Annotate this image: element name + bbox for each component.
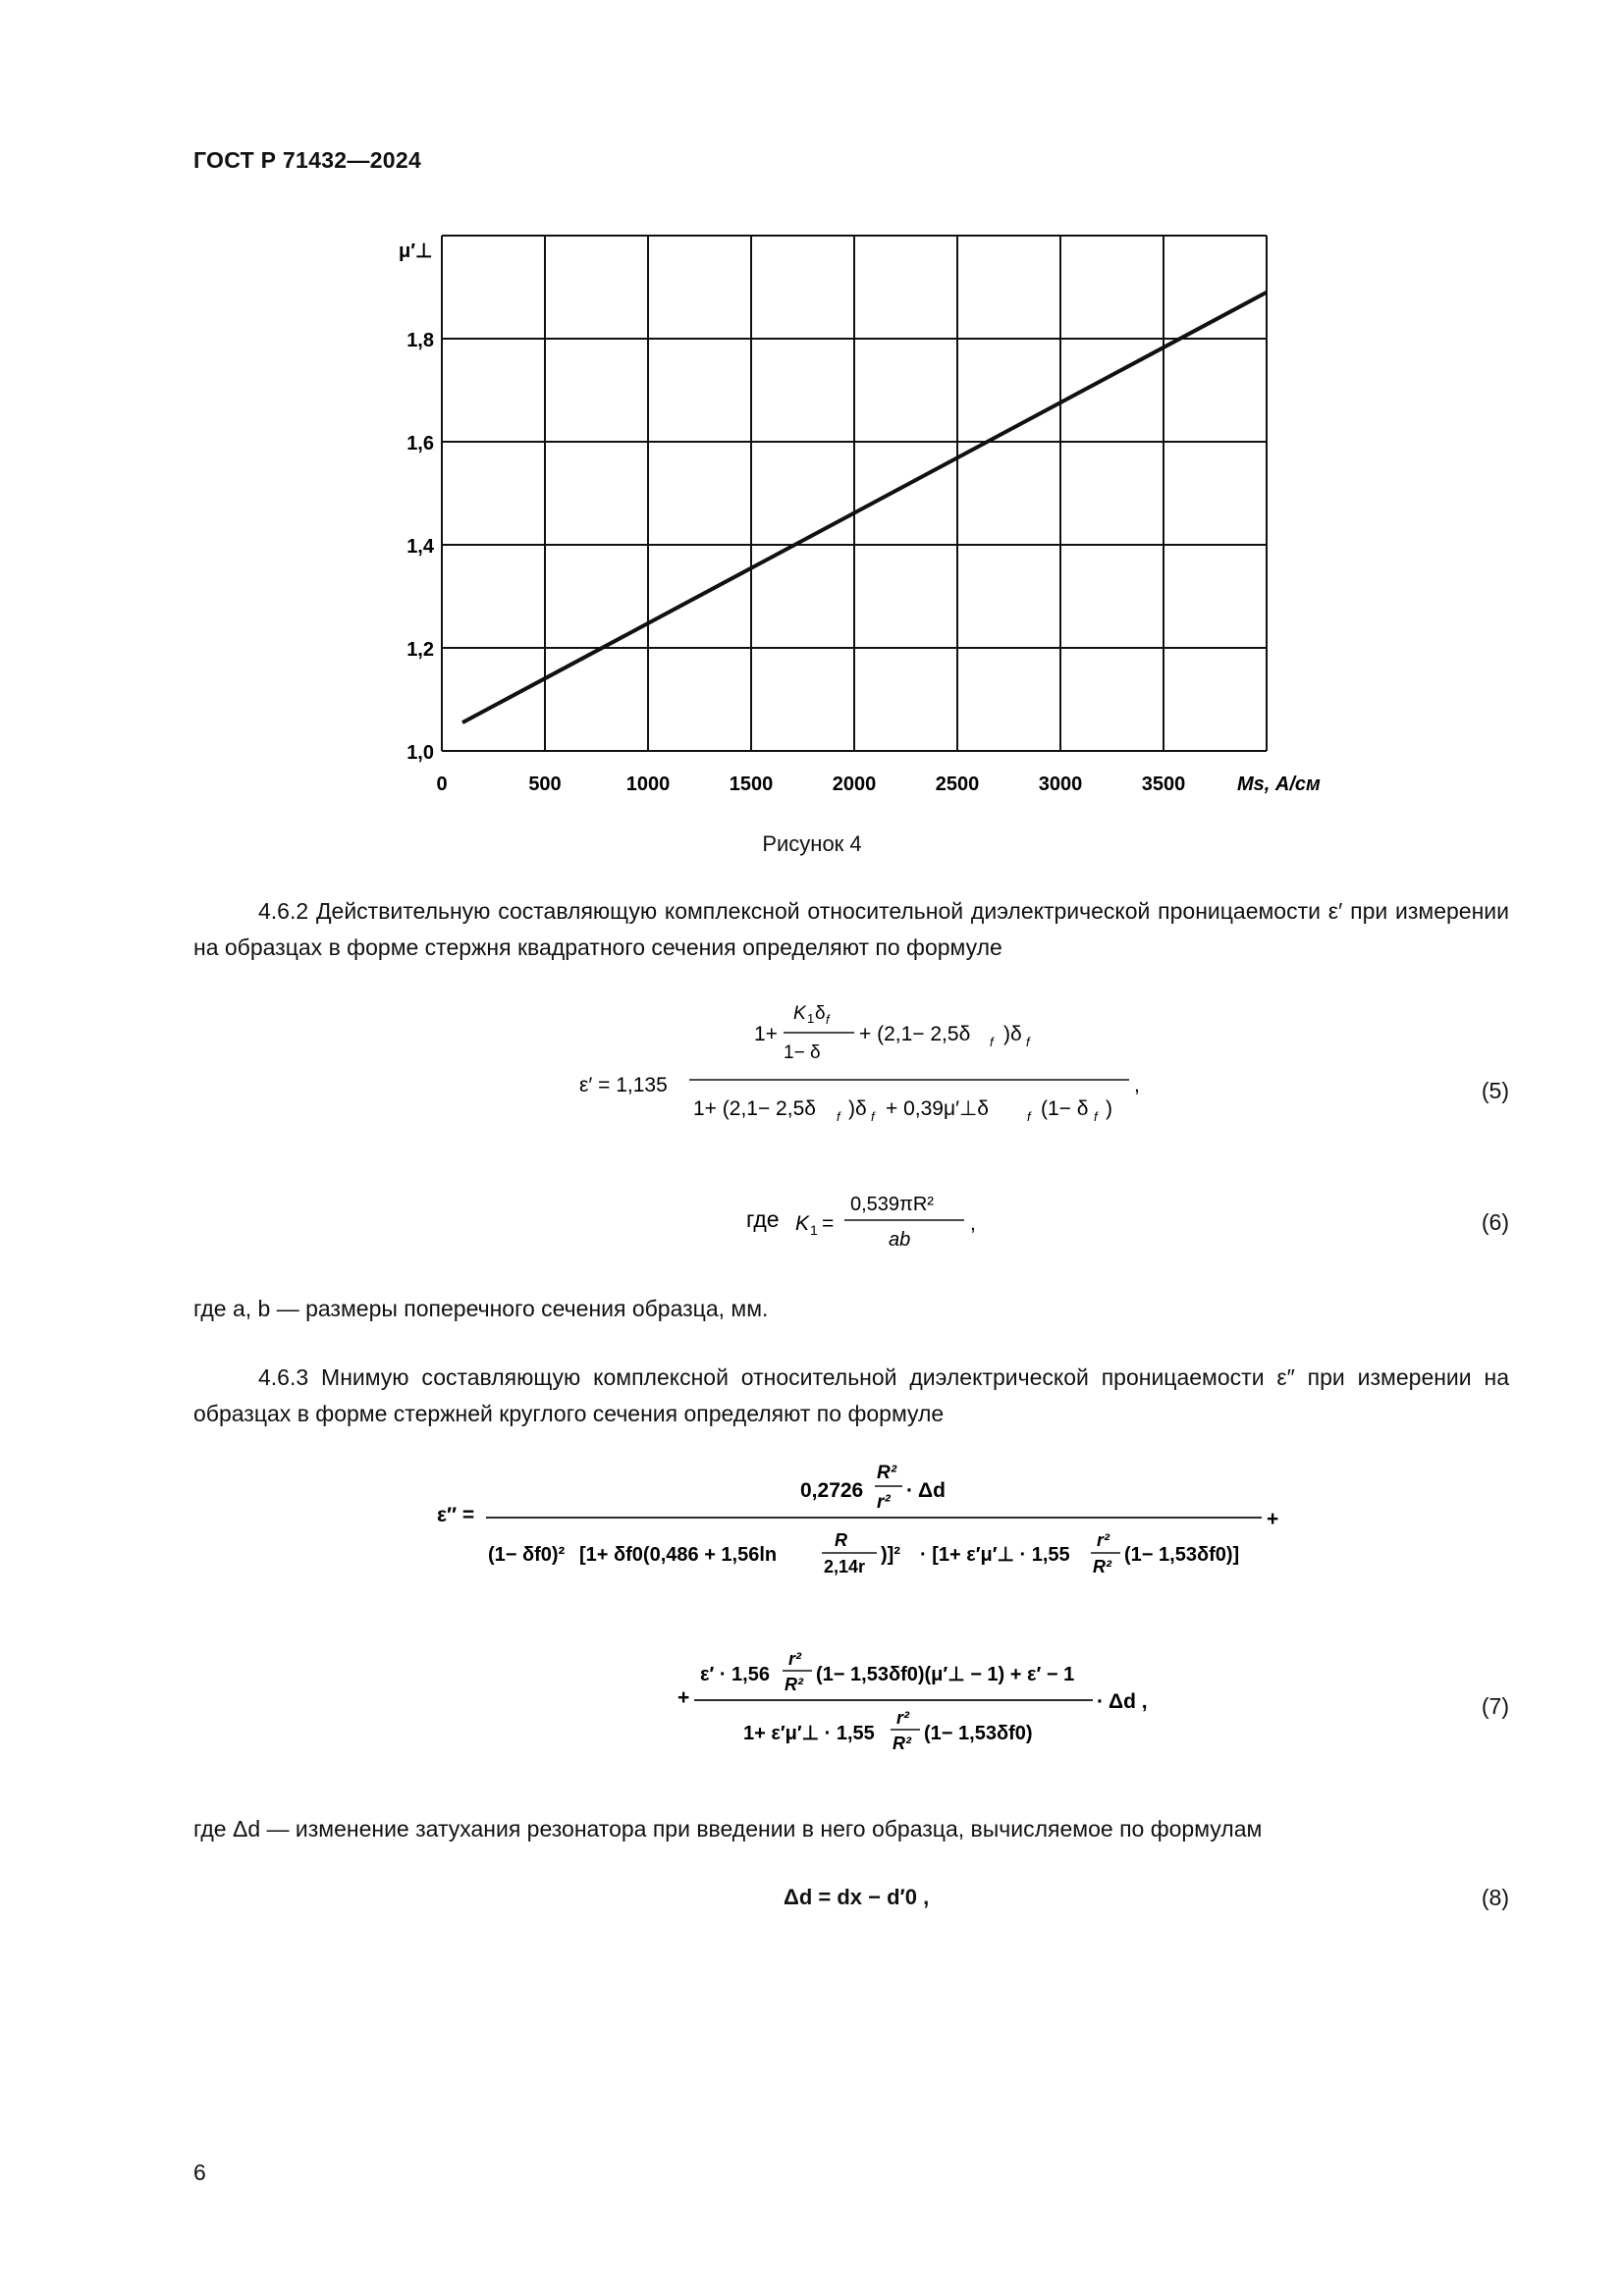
eq7-den-2: [1+ δf0(0,486 + 1,56ln [579,1544,778,1566]
eq7-second-plus: + [677,1686,690,1709]
eq7-second-den-a: 1+ ε′μ′⊥ · 1,55 [743,1723,875,1744]
eq6-num: 0,539πR² [850,1194,934,1215]
equation-5 [579,991,1139,1139]
equation-5-number: (5) [1481,1078,1509,1103]
y-axis-label: μ′⊥ [399,240,433,262]
eq5-sub-f: f [826,1012,830,1027]
eq5-num-tail: + (2,1− 2,5δ [859,1023,971,1045]
chart-svg [383,221,1326,810]
eq7-ln-den: 2,14r [824,1557,866,1576]
x-tick-label: 0 [436,774,448,795]
page-number: 6 [193,2160,206,2185]
eq7-den-4: · [1+ ε′μ′⊥ · 1,55 [920,1544,1070,1566]
paragraph-4-6-2: 4.6.2 Действительную составляющую комплексной относительной диэлектрической проницаемости ε′ при измерении на образцах в форме стержня квадратного сечения определяют по формуле [193,898,1509,960]
eq7-den-3: )]² [881,1544,900,1566]
eq5-k-sub: 1 [807,1011,815,1026]
eq5-delta: δ [815,1003,826,1024]
eq7-second-r2-num: r² [788,1649,801,1669]
eq6-k-sub: 1 [810,1222,818,1238]
x-tick-label: 1500 [729,774,774,795]
eq7-second-den-r2-den: R² [893,1734,911,1753]
eq5-lhs: ε′ = 1,135 [579,1074,668,1096]
eq5-num-close: )δ [1003,1023,1022,1045]
where-dd-text: где Δd — изменение затухания резонатора при введении в него образца, вычисляемое по формулам [193,1816,1263,1842]
eq7-den-1: (1− δf0)² [488,1544,566,1566]
equation-6 [746,1183,1001,1261]
eq6-prefix: где [746,1206,780,1232]
eq7-delta-d: · Δd [906,1479,946,1502]
equation-8: Δd = dx − d′0 , [784,1885,930,1909]
eq7-ln-num: R [835,1530,847,1550]
figure-caption: Рисунок 4 [762,831,862,856]
eq5-num-sub-f: f [990,1035,994,1049]
x-tick-label: 3500 [1141,774,1186,795]
eq7-r2-num: R² [877,1463,897,1483]
eq5-den-sub-f3: f [1027,1109,1031,1124]
y-tick-label: 1,2 [406,639,434,661]
eq5-den-sub-f2: f [871,1109,875,1124]
eq5-den-1: 1+ (2,1− 2,5δ [693,1097,816,1120]
eq7-fr-num: r² [1097,1530,1110,1550]
eq5-num-sub-f2: f [1026,1035,1030,1049]
eq7-top-num: 0,2726 [800,1479,864,1502]
eq7-plus: + [1267,1508,1279,1530]
eq5-comma: , [1134,1074,1140,1096]
eq7-second-num-a: ε′ · 1,56 [700,1664,770,1685]
x-tick-label: 500 [528,774,562,795]
equation-6-number: (6) [1481,1209,1509,1235]
figure-4-chart [383,221,1326,815]
x-axis-label: Ms, А/см [1237,774,1321,795]
eq6-comma: , [970,1212,976,1235]
eq6-den: ab [889,1229,911,1251]
equation-8-number: (8) [1481,1885,1509,1910]
eq5-den-close: )δ [848,1097,867,1120]
eq7-lhs: ε″ = [437,1504,475,1526]
eq5-den-3: (1− δ [1041,1097,1089,1120]
series-line [462,293,1267,722]
eq6-eq: = [822,1212,835,1235]
eq5-den-2: + 0,39μ′⊥δ [886,1097,989,1120]
eq5-den-sub-f4: f [1094,1109,1098,1124]
eq7-fr-den: R² [1093,1557,1111,1576]
y-tick-label: 1,0 [406,742,434,764]
x-tick-label: 2500 [935,774,980,795]
eq5-den-sub-f: f [837,1109,840,1124]
eq7-den-5: (1− 1,53δf0)] [1124,1544,1240,1566]
eq7-second-den-b: (1− 1,53δf0) [924,1723,1033,1744]
y-tick-label: 1,8 [406,330,434,351]
eq5-num-den: 1− δ [784,1042,821,1063]
document-header: ГОСТ Р 71432—2024 [193,147,422,173]
x-tick-label: 1000 [625,774,671,795]
equation-7 [437,1453,1301,1787]
eq7-tail: · Δd , [1097,1690,1148,1713]
where-ab-text: где a, b — размеры поперечного сечения образца, мм. [193,1296,769,1321]
y-tick-label: 1,6 [406,433,434,454]
x-tick-label: 3000 [1038,774,1083,795]
eq7-second-den-r2-num: r² [896,1708,909,1728]
x-tick-label: 2000 [832,774,877,795]
y-tick-label: 1,4 [406,536,434,558]
eq7-r2-den: r² [877,1492,891,1513]
eq7-second-r2-den: R² [785,1675,803,1694]
eq5-num-lead: 1+ [754,1023,778,1045]
paragraph-4-6-3: 4.6.3 Мнимую составляющую комплексной относительной диэлектрической проницаемости ε″ при измерении на образцах в форме стержней круглого сечения определяют по формуле [193,1364,1509,1426]
eq7-second-num-b: (1− 1,53δf0)(μ′⊥ − 1) + ε′ − 1 [816,1664,1075,1685]
equation-7-number: (7) [1481,1693,1509,1719]
eq5-den-close2: ) [1106,1097,1112,1120]
eq5-k: K [793,1003,806,1024]
eq6-k: K [795,1212,810,1235]
